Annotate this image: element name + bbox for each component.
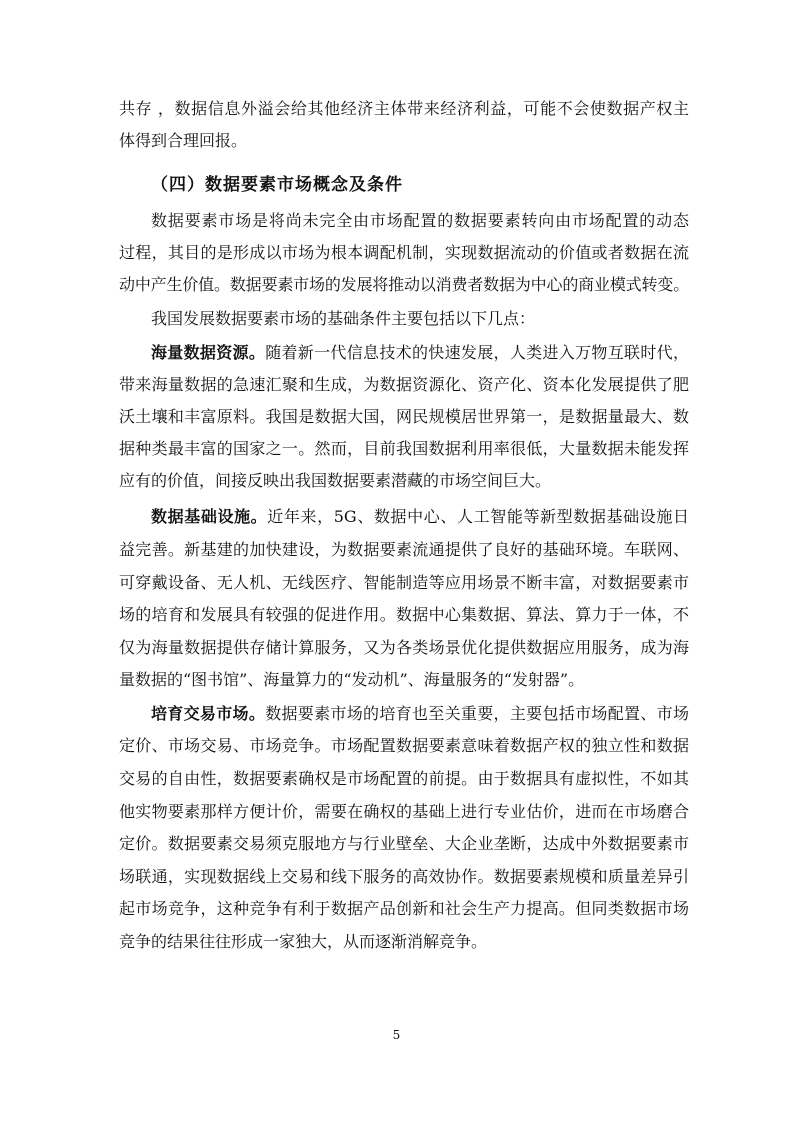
trading-line-1 bbox=[151, 699, 689, 729]
trading-line-5: 定价。数据要素交易须克服地方与行业壁垒、大企业垄断，达成中外数据要素市 bbox=[119, 834, 689, 853]
infrastructure-text: 近年来，5G、数据中心、人工智能等新型数据基础设施日 bbox=[267, 507, 689, 526]
trading-line-6: 场联通，实现数据线上交易和线下服务的高效协作。数据要素规模和质量差异引 bbox=[119, 867, 689, 886]
resources-line-5: 应有的价值，间接反映出我国数据要素潜藏的市场空间巨大。 bbox=[119, 471, 552, 490]
page-number: 5 bbox=[392, 1028, 401, 1042]
resources-line-4: 据种类最丰富的国家之一。然而，目前我国数据利用率很低，大量数据未能发挥 bbox=[119, 439, 689, 458]
infrastructure-line-5: 仅为海量数据提供存储计算服务，又为各类场景优化提供数据应用服务，成为海 bbox=[119, 638, 689, 657]
definition-line-1: 数据要素市场是将尚未完全由市场配置的数据要素转向由市场配置的动态 bbox=[151, 211, 689, 230]
infrastructure-line-2: 益完善。新基建的加快建设，为数据要素流通提供了良好的基础环境。车联网、 bbox=[119, 540, 689, 559]
resources-line-3: 沃土壤和丰富原料。我国是数据大国，网民规模居世界第一，是数据量最大、数 bbox=[119, 407, 689, 426]
infrastructure-line-4: 场的培育和发展具有较强的促进作用。数据中心集数据、算法、算力于一体，不 bbox=[119, 605, 689, 624]
intro-line-2: 体得到合理回报。 bbox=[119, 131, 248, 150]
infrastructure-lead: 数据基础设施。 bbox=[151, 507, 268, 526]
trading-line-7: 起市场竞争，这种竞争有利于数据产品创新和社会生产力提高。但同类数据市场 bbox=[119, 899, 689, 918]
infrastructure-line-1 bbox=[151, 502, 689, 532]
infrastructure-line-6: 量数据的“图书馆”、海量算力的“发动机”、海量服务的“发射器”。 bbox=[119, 670, 585, 689]
resources-line-1 bbox=[151, 338, 689, 368]
trading-line-4: 他实物要素那样方便计价，需要在确权的基础上进行专业估价，进而在市场磨合 bbox=[119, 802, 689, 821]
intro-line-1: 共存 ，数据信息外溢会给其他经济主体带来经济利益，可能不会使数据产权主 bbox=[119, 99, 689, 118]
trading-line-3: 交易的自由性，数据要素确权是市场配置的前提。由于数据具有虚拟性，不如其 bbox=[119, 769, 689, 788]
definition-line-2: 过程，其目的是形成以市场为根本调配机制，实现数据流动的价值或者数据在流 bbox=[119, 243, 689, 262]
resources-lead: 海量数据资源。 bbox=[151, 343, 266, 362]
trading-line-2: 定价、市场交易、市场竞争。市场配置数据要素意味着数据产权的独立性和数据 bbox=[119, 736, 689, 755]
definition-line-3: 动中产生价值。数据要素市场的发展将推动以消费者数据为中心的商业模式转变。 bbox=[119, 275, 689, 294]
resources-line-2: 带来海量数据的急速汇聚和生成，为数据资源化、资产化、资本化发展提供了肥 bbox=[119, 375, 689, 394]
resources-text: 随着新一代信息技术的快速发展，人类进入万物互联时代， bbox=[265, 343, 689, 362]
conditions-intro: 我国发展数据要素市场的基础条件主要包括以下几点： bbox=[151, 309, 536, 328]
trading-lead: 培育交易市场。 bbox=[151, 704, 266, 723]
infrastructure-line-3: 可穿戴设备、无人机、无线医疗、智能制造等应用场景不断丰富，对数据要素市 bbox=[119, 573, 689, 592]
trading-line-8: 竞争的结果往往形成一家独大，从而逐渐消解竞争。 bbox=[119, 932, 488, 951]
section-heading: （四）数据要素市场概念及条件 bbox=[151, 175, 403, 195]
trading-text: 数据要素市场的培育也至关重要，主要包括市场配置、市场 bbox=[265, 704, 689, 723]
